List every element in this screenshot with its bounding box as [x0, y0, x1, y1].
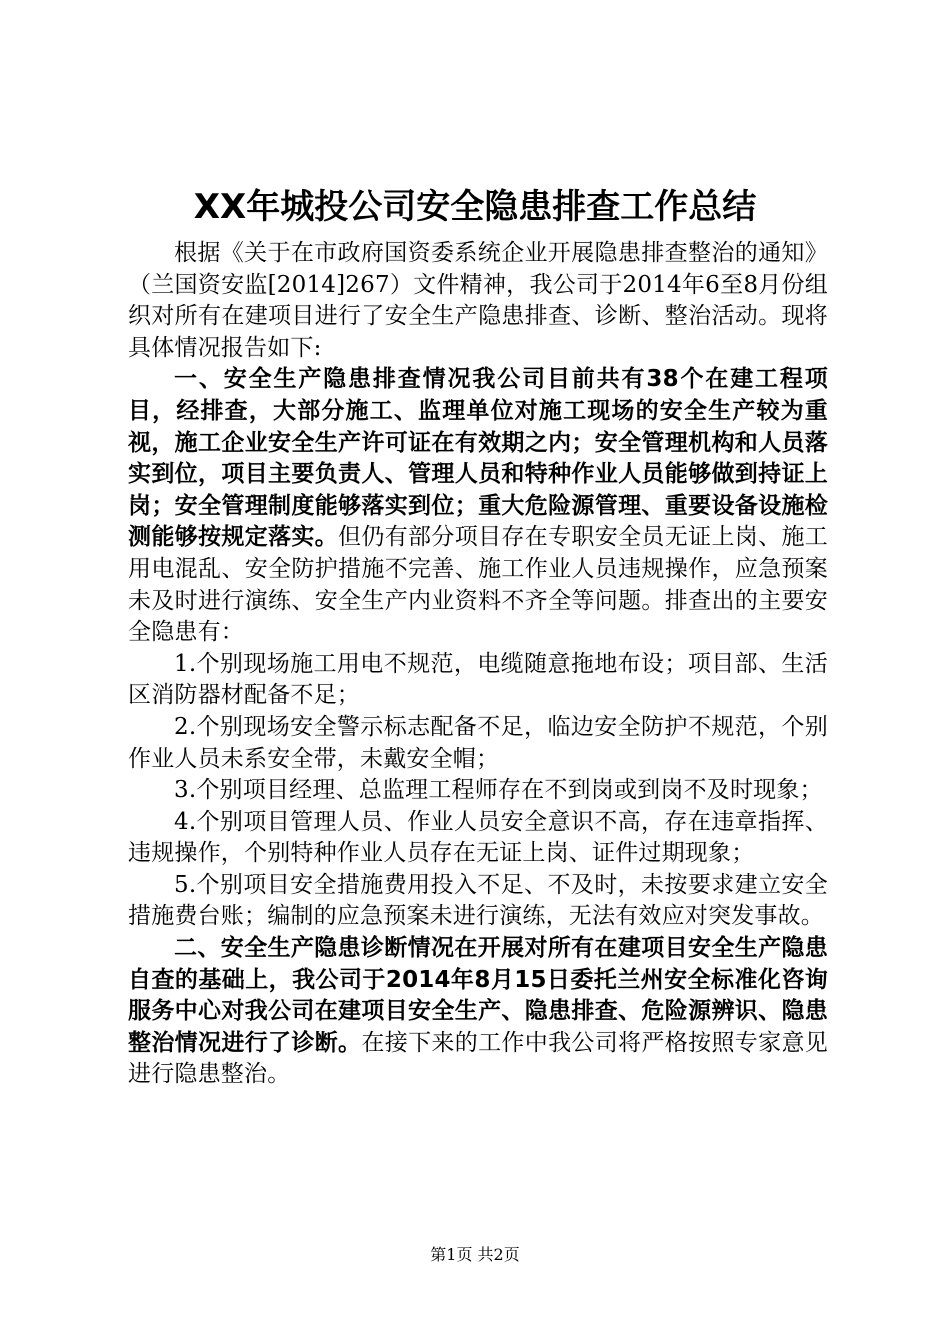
section-1-normal-text: 但仍有部分项目存在专职安全员无证上岗、施工用电混乱、安全防护措施不完善、施工作业人员违规操作，应急预案未及时进行演练、安全生产内业资料不齐全等问题。排查出的主要安全隐患有： — [128, 524, 828, 646]
section-2-paragraph — [128, 933, 828, 1091]
page-footer: 第1页 共2页 — [430, 1245, 520, 1264]
document-body — [128, 238, 828, 1091]
section-2-normal-text: 在接下来的工作中我公司将严格按照专家意见进行隐患整治。 — [128, 1029, 829, 1088]
document-title: XX年城投公司安全隐患排查工作总结 — [193, 187, 757, 227]
section-1-paragraph — [128, 364, 828, 648]
hazard-item-1: 1.个别现场施工用电不规范，电缆随意拖地布设；项目部、生活区消防器材配备不足； — [128, 650, 828, 709]
hazard-item-3: 3.个别项目经理、总监理工程师存在不到岗或到岗不及时现象； — [174, 777, 823, 804]
hazard-item-5: 5.个别项目安全措施费用投入不足、不及时，未按要求建立安全措施费台账；编制的应急预案未进行演练，无法有效应对突发事故。 — [128, 871, 828, 930]
hazard-item-4: 4.个别项目管理人员、作业人员安全意识不高，存在违章指挥、违规操作，个别特种作业人员存在无证上岗、证件过期现象； — [128, 808, 828, 867]
section-2-bold-text: 二、安全生产隐患诊断情况在开展对所有在建项目安全生产隐患自查的基础上，我公司于2014年8月15日委托兰州安全标准化咨询服务中心对我公司在建项目安全生产、隐患排查、危险源辨识、隐患整治情况进行了诊断。 — [128, 935, 828, 1056]
hazard-item-2: 2.个别现场安全警示标志配备不足，临边安全防护不规范，个别作业人员未系安全带，未戴安全帽； — [128, 713, 828, 772]
intro-paragraph: 根据《关于在市政府国资委系统企业开展隐患排查整治的通知》（兰国资安监[2014]267）文件精神，我公司于2014年6至8月份组织对所有在建项目进行了安全生产隐患排查、诊断、整治活动。现将具体情况报告如下: — [128, 240, 828, 361]
section-1-bold-text: 一、安全生产隐患排查情况我公司目前共有38个在建工程项目，经排查，大部分施工、监理单位对施工现场的安全生产较为重视，施工企业安全生产许可证在有效期之内；安全管理机构和人员落实到位，项目主要负责人、管理人员和特种作业人员能够做到持证上岗；安全管理制度能够落实到位；重大危险源管理、重要设备设施检测能够按规定落实。 — [128, 366, 828, 551]
